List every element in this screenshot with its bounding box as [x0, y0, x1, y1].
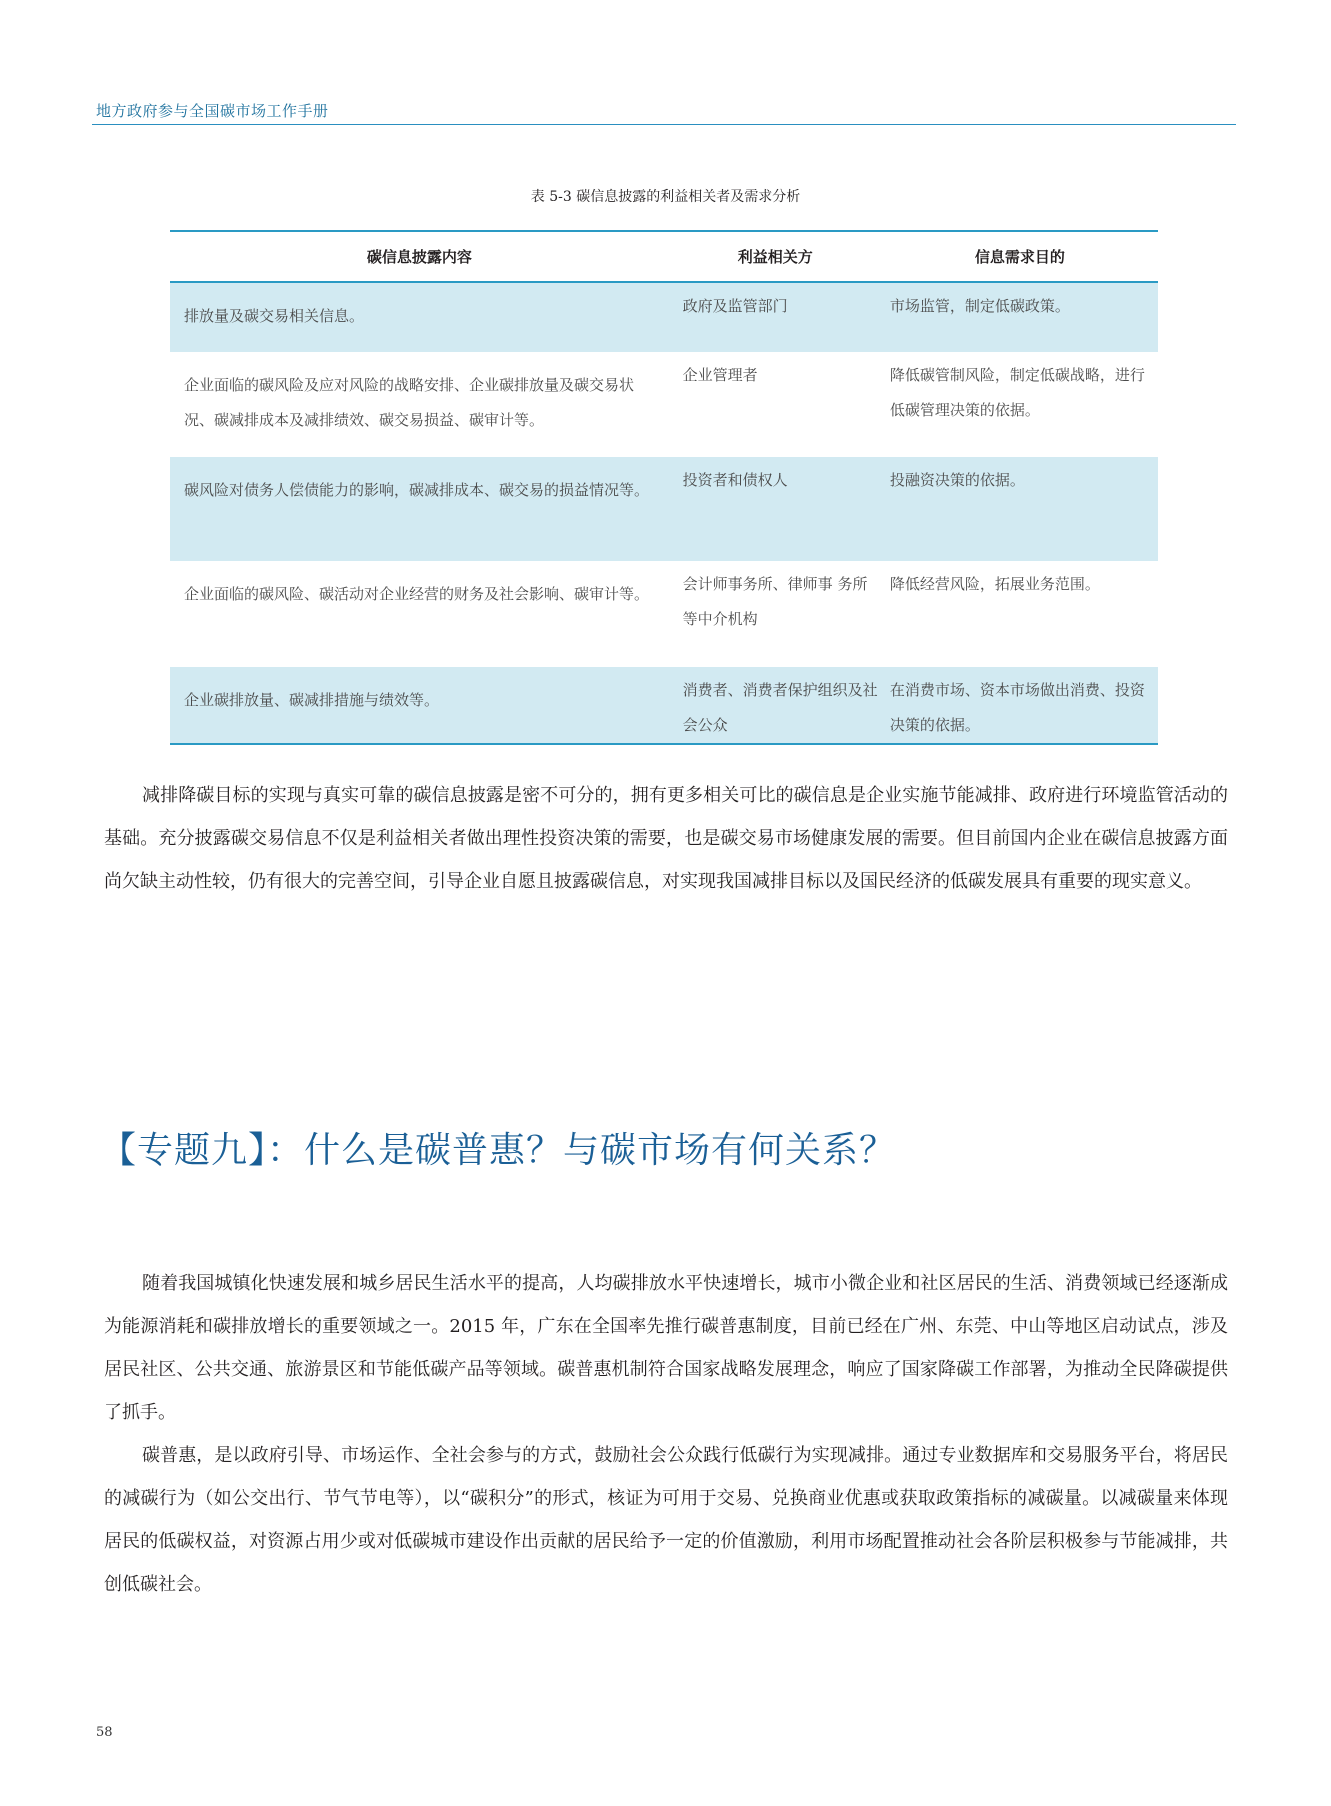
table-row	[170, 352, 1158, 457]
cell-content: 碳风险对债务人偿债能力的影响，碳减排成本、碳交易的损益情况等。	[184, 481, 650, 499]
table-row	[170, 457, 1158, 561]
cell-party: 投资者和债权人	[682, 471, 788, 489]
body-paragraph-1: 减排降碳目标的实现与真实可靠的碳信息披露是密不可分的，拥有更多相关可比的碳信息是企业实施节能减排、政府进行环境监管活动的基础。充分披露碳交易信息不仅是利益相关者做出理性投资决策的需要，也是碳交易市场健康发展的需要。但目前国内企业在碳信息披露方面尚欠缺主动性较，仍有很大的完善空间，引导企业自愿且披露碳信息，对实现我国减排目标以及国民经济的低碳发展具有重要的现实意义。	[104, 785, 1228, 892]
carbon-disclosure-table	[170, 230, 1158, 745]
cell-purpose: 在消费市场、资本市场做出消费、投资决策的依据。	[889, 681, 1145, 734]
cell-party: 消费者、消费者保护组织及社会公众	[682, 681, 878, 734]
body-paragraph-3: 碳普惠，是以政府引导、市场运作、全社会参与的方式，鼓励社会公众践行低碳行为实现减排。通过专业数据库和交易服务平台，将居民的减碳行为（如公交出行、节气节电等），以“碳积分”的形式，核证为可用于交易、兑换商业优惠或获取政策指标的减碳量。以减碳量来体现居民的低碳权益，对资源占用少或对低碳城市建设作出贡献的居民给予一定的价值激励，利用市场配置推动社会各阶层积极参与节能减排，共创低碳社会。	[104, 1445, 1228, 1595]
page-number: 58	[96, 1725, 113, 1740]
table-caption: 表 5-3 碳信息披露的利益相关者及需求分析	[530, 189, 801, 205]
cell-party: 会计师事务所、律师事 务所等中介机构	[682, 575, 868, 628]
cell-content: 排放量及碳交易相关信息。	[184, 307, 365, 325]
cell-party: 政府及监管部门	[682, 297, 788, 315]
cell-purpose: 降低碳管制风险，制定低碳战略，进行低碳管理决策的依据。	[889, 366, 1145, 419]
cell-content: 企业面临的碳风险及应对风险的战略安排、企业碳排放量及碳交易状况、碳减排成本及减排绩效、碳交易损益、碳审计等。	[184, 376, 635, 429]
table-row	[170, 561, 1158, 667]
cell-content: 企业碳排放量、碳减排措施与绩效等。	[184, 691, 440, 709]
cell-content: 企业面临的碳风险、碳活动对企业经营的财务及社会影响、碳审计等。	[184, 585, 650, 603]
body-paragraph-2: 随着我国城镇化快速发展和城乡居民生活水平的提高，人均碳排放水平快速增长，城市小微企业和社区居民的生活、消费领域已经逐渐成为能源消耗和碳排放增长的重要领域之一。2015 年，广东在全国率先推行碳普惠制度，目前已经在广州、东莞、中山等地区启动试点，涉及居民社区、公共交通、旅游景区和节能低碳产品等领域。碳普惠机制符合国家战略发展理念，响应了国家降碳工作部署，为推动全民降碳提供了抓手。	[104, 1273, 1228, 1423]
cell-purpose: 市场监管，制定低碳政策。	[889, 297, 1070, 315]
cell-purpose: 降低经营风险，拓展业务范围。	[889, 575, 1100, 593]
running-header-title: 地方政府参与全国碳市场工作手册	[96, 102, 329, 120]
table-row	[170, 667, 1158, 744]
column-header-party: 利益相关方	[669, 231, 882, 282]
header-divider	[92, 124, 1236, 125]
table-header-row	[170, 231, 1158, 282]
column-header-content: 碳信息披露内容	[170, 231, 669, 282]
column-header-purpose: 信息需求目的	[882, 231, 1158, 282]
table-row	[170, 282, 1158, 352]
cell-party: 企业管理者	[682, 366, 758, 384]
topic-title: 【专题九】：什么是碳普惠？与碳市场有何关系？	[100, 1130, 897, 1171]
cell-purpose: 投融资决策的依据。	[889, 471, 1025, 489]
